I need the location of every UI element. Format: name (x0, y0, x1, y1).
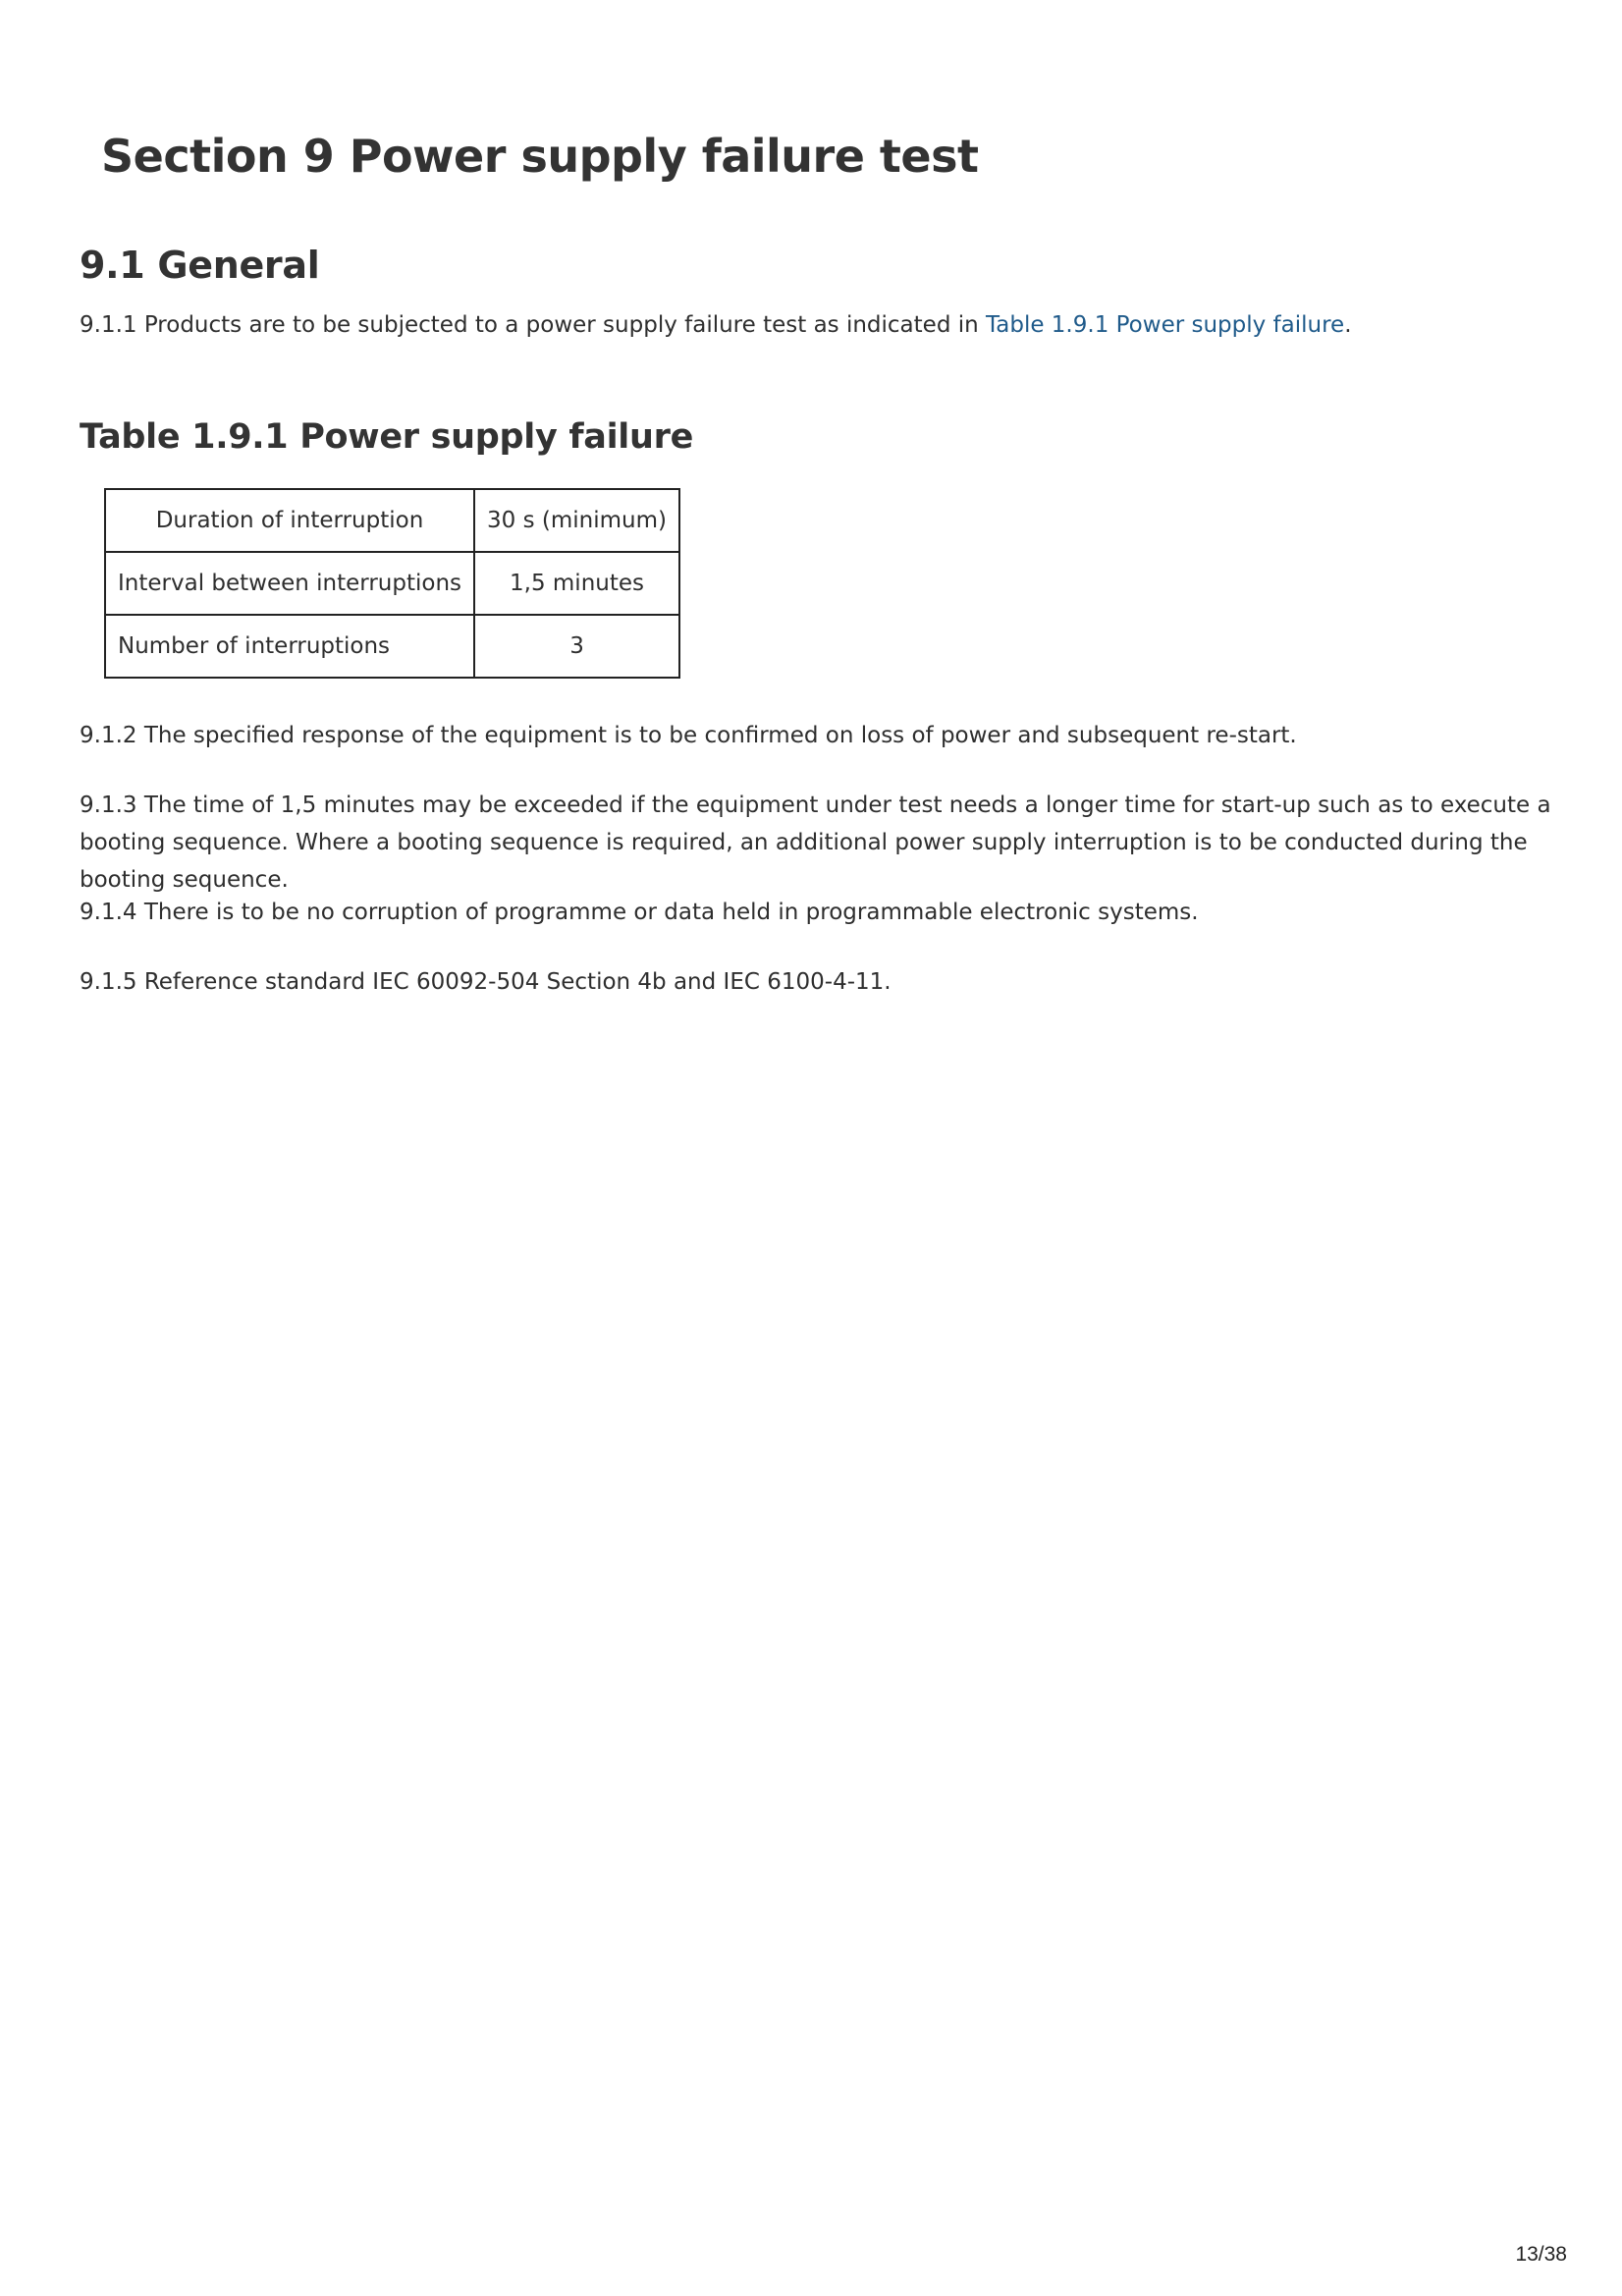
table-cell-value: 1,5 minutes (474, 552, 679, 615)
paragraph-9-1-1-text: 9.1.1 Products are to be subjected to a power supply failure test as indicated in (80, 312, 987, 338)
paragraph-9-1-2: 9.1.2 The specified response of the equipment is to be confirmed on loss of power and subsequent re-start. (80, 723, 1297, 748)
table-row (105, 552, 679, 615)
table-row (105, 615, 679, 678)
table-cell-label: Duration of interruption (105, 489, 474, 552)
paragraph-9-1-3: 9.1.3 The time of 1,5 minutes may be exceeded if the equipment under test needs a longer time for start-up such as to execute a booting sequence. Where a booting sequence is required, an additional power supply interruption is to be conducted during the booting sequence. (80, 793, 1551, 893)
paragraph-9-1-1 (80, 306, 1572, 344)
subsection-title: 9.1 General (80, 244, 320, 287)
paragraph-9-1-1-suffix: . (1344, 312, 1352, 338)
page-number: 13/38 (1515, 2243, 1567, 2266)
paragraph-9-1-4: 9.1.4 There is to be no corruption of programme or data held in programmable electronic systems. (80, 900, 1199, 925)
table-reference-link[interactable]: Table 1.9.1 Power supply failure (986, 312, 1345, 338)
section-title: Section 9 Power supply failure test (101, 130, 979, 183)
table-cell-label: Number of interruptions (105, 615, 474, 678)
paragraph-9-1-5: 9.1.5 Reference standard IEC 60092-504 Section 4b and IEC 6100-4-11. (80, 969, 892, 995)
table-cell-label: Interval between interruptions (105, 552, 474, 615)
table-cell-value: 30 s (minimum) (474, 489, 679, 552)
table-cell-value: 3 (474, 615, 679, 678)
power-supply-failure-table (104, 488, 680, 679)
table-row (105, 489, 679, 552)
table-title: Table 1.9.1 Power supply failure (80, 417, 694, 457)
